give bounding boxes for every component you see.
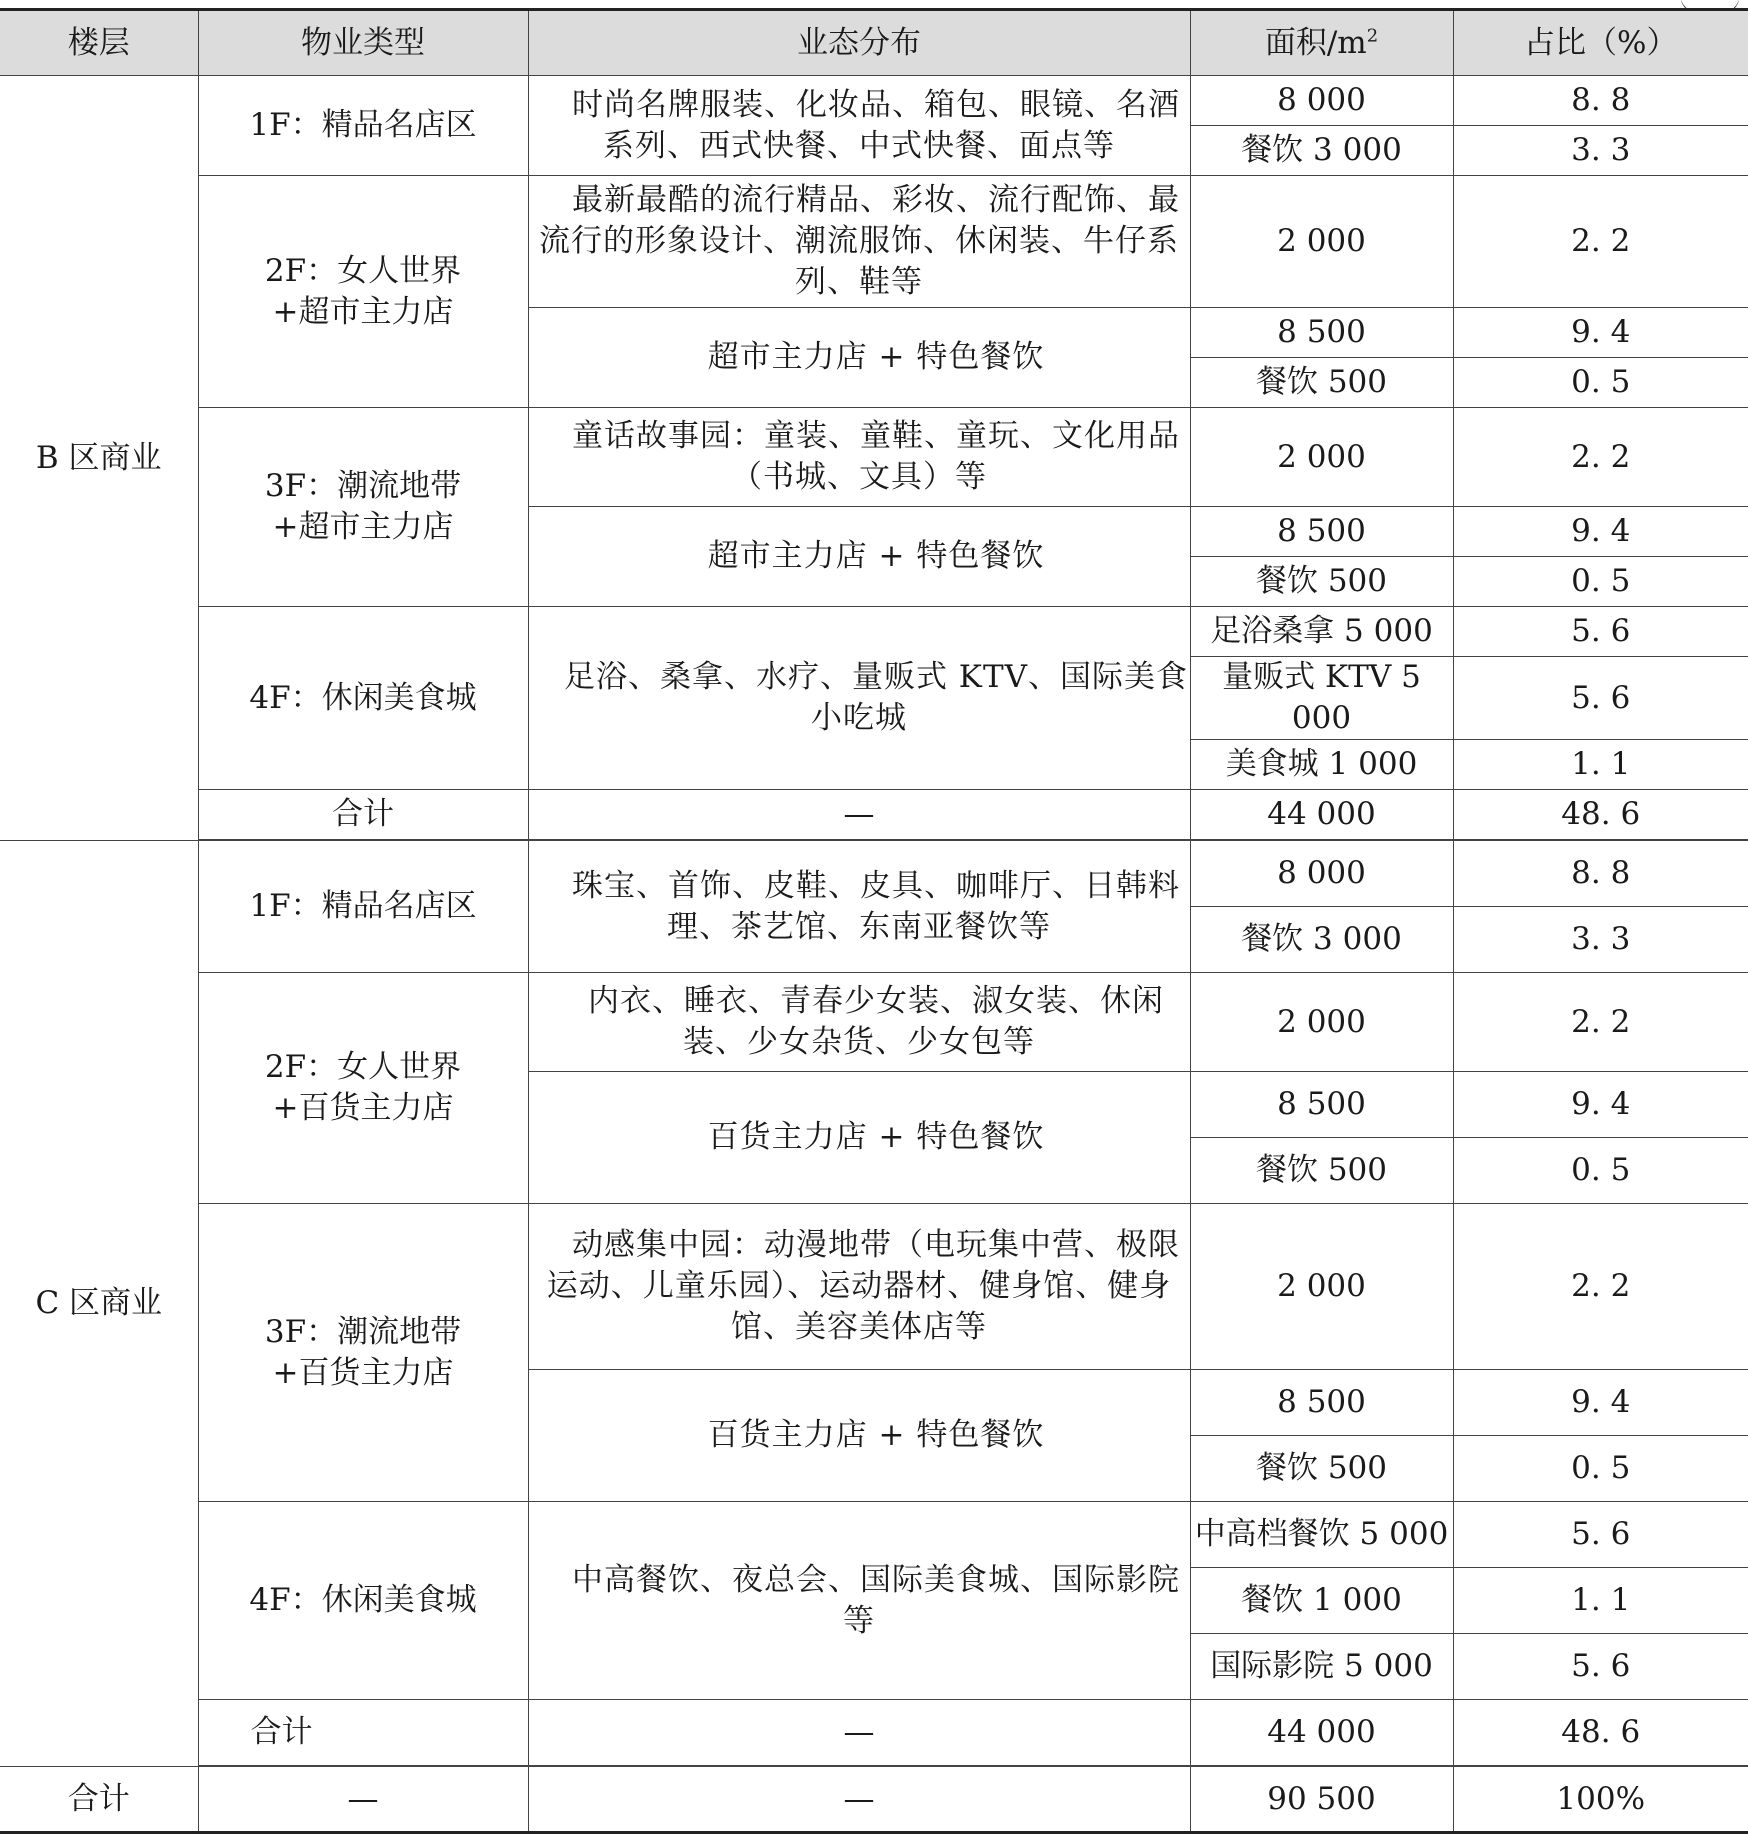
area-cell: 足浴桑拿 5 000: [1190, 607, 1453, 657]
zone-c-2f-format-a: [528, 973, 1190, 1072]
zone-b-4f-type: 4F：休闲美食城: [198, 607, 528, 790]
area-cell: 美食城 1 000: [1190, 740, 1453, 790]
ratio-cell: 0. 5: [1453, 358, 1748, 408]
area-cell: 2 000: [1190, 176, 1453, 308]
zone-b-total-area: 44 000: [1190, 790, 1453, 840]
ratio-cell: 1. 1: [1453, 740, 1748, 790]
ratio-cell: 9. 4: [1453, 308, 1748, 358]
table-row: [0, 607, 1748, 657]
area-cell: 餐饮 500: [1190, 557, 1453, 607]
grand-total-type: —: [198, 1767, 528, 1833]
zone-c-1f-format: [528, 841, 1190, 973]
area-cell: 餐饮 3 000: [1190, 907, 1453, 973]
zone-b-label: B 区商业: [0, 76, 198, 841]
zone-c-total-format: —: [528, 1700, 1190, 1766]
area-cell: 量贩式 KTV 5 000: [1190, 657, 1453, 740]
area-cell: 餐饮 1 000: [1190, 1568, 1453, 1634]
type-line: 2F：女人世界: [264, 1049, 462, 1085]
ratio-cell: 0. 5: [1453, 1436, 1748, 1502]
ratio-cell: 5. 6: [1453, 1634, 1748, 1700]
type-line: 2F：女人世界: [264, 252, 462, 289]
zone-b-total-label: 合计: [198, 790, 528, 840]
zone-c-total-ratio: 48. 6: [1453, 1700, 1748, 1766]
zone-c-4f-type: 4F：休闲美食城: [198, 1502, 528, 1700]
ratio-cell: 8. 8: [1453, 841, 1748, 907]
zone-b-2f-format-b-text: 超市主力店 + 特色餐饮: [707, 339, 1045, 375]
zone-c-1f-type: 1F：精品名店区: [198, 841, 528, 973]
table-row: [0, 973, 1748, 1072]
table-row: [0, 841, 1748, 907]
header-format-distribution: 业态分布: [528, 10, 1190, 76]
zone-b-3f-format-a: [528, 408, 1190, 507]
header-area-superscript: 2: [1366, 25, 1379, 47]
ratio-cell: 2. 2: [1453, 973, 1748, 1072]
area-cell: 国际影院 5 000: [1190, 1634, 1453, 1700]
commercial-format-table: [0, 8, 1748, 1834]
grand-total-area: 90 500: [1190, 1767, 1453, 1833]
zone-c-2f-type: [198, 973, 528, 1204]
zone-b-1f-format-text: 时尚名牌服装、化妆品、箱包、眼镜、名酒系列、西式快餐、中式快餐、面点等: [572, 86, 1180, 164]
zone-b-total-row: [0, 790, 1748, 840]
header-floor: 楼层: [0, 10, 198, 76]
area-cell: 餐饮 500: [1190, 1138, 1453, 1204]
ratio-cell: 2. 2: [1453, 176, 1748, 308]
area-cell: 8 500: [1190, 507, 1453, 557]
zone-c-total-label: 合计: [198, 1700, 528, 1766]
ratio-cell: 5. 6: [1453, 657, 1748, 740]
grand-total-label: 合计: [0, 1767, 198, 1833]
zone-b-4f-format-text: 足浴、桑拿、水疗、量贩式 KTV、国际美食小吃城: [563, 659, 1189, 736]
header-property-type: 物业类型: [198, 10, 528, 76]
zone-c-total-row: [0, 1700, 1748, 1766]
ratio-cell: 3. 3: [1453, 907, 1748, 973]
zone-c-4f-format-text: 中高餐饮、夜总会、国际美食城、国际影院等: [572, 1561, 1180, 1639]
zone-c-2f-format-b: [528, 1072, 1190, 1204]
ratio-cell: 1. 1: [1453, 1568, 1748, 1634]
table-row: [0, 1204, 1748, 1370]
area-cell: 8 500: [1190, 1370, 1453, 1436]
area-cell: 8 000: [1190, 841, 1453, 907]
type-line: 3F：潮流地带: [264, 468, 462, 504]
zone-c-3f-format-b: [528, 1370, 1190, 1502]
zone-c-total-area: 44 000: [1190, 1700, 1453, 1766]
zone-c-label: C 区商业: [0, 841, 198, 1767]
area-cell: 8 000: [1190, 76, 1453, 126]
ratio-cell: 2. 2: [1453, 1204, 1748, 1370]
zone-c-1f-format-text: 珠宝、首饰、皮鞋、皮具、咖啡厅、日韩料理、茶艺馆、东南亚餐饮等: [572, 867, 1180, 945]
zone-b-3f-format-b-text: 超市主力店 + 特色餐饮: [707, 538, 1045, 574]
ratio-cell: 9. 4: [1453, 507, 1748, 557]
area-cell: 餐饮 500: [1190, 358, 1453, 408]
header-ratio: 占比（%）: [1453, 10, 1748, 76]
header-area: [1190, 10, 1453, 76]
table-row: [0, 76, 1748, 126]
ratio-cell: 3. 3: [1453, 126, 1748, 176]
zone-c-2f-format-b-text: 百货主力店 + 特色餐饮: [707, 1119, 1045, 1155]
zone-b-1f-type: 1F：精品名店区: [198, 76, 528, 176]
grand-total-format: —: [528, 1767, 1190, 1833]
zone-b-total-format: —: [528, 790, 1190, 840]
area-cell: 2 000: [1190, 973, 1453, 1072]
ratio-cell: 9. 4: [1453, 1370, 1748, 1436]
ratio-cell: 9. 4: [1453, 1072, 1748, 1138]
zone-c-3f-format-a-text: 动感集中园：动漫地带（电玩集中营、极限运动、儿童乐园）、运动器材、健身馆、健身馆、美容美体店等: [546, 1227, 1180, 1345]
zone-b-2f-format-a: [528, 176, 1190, 308]
type-line: +百货主力店: [272, 1354, 454, 1391]
type-line: +超市主力店: [272, 509, 454, 545]
ratio-cell: 8. 8: [1453, 76, 1748, 126]
area-cell: 8 500: [1190, 308, 1453, 358]
zone-b-4f-format: [528, 607, 1190, 790]
area-cell: 中高档餐饮 5 000: [1190, 1502, 1453, 1568]
table-row: [0, 1502, 1748, 1568]
ratio-cell: 0. 5: [1453, 557, 1748, 607]
table-header-row: [0, 10, 1748, 76]
area-cell: 餐饮 500: [1190, 1436, 1453, 1502]
zone-b-2f-format-b: [528, 308, 1190, 408]
area-cell: 餐饮 3 000: [1190, 126, 1453, 176]
grand-total-row: [0, 1767, 1748, 1833]
type-line: 3F：潮流地带: [264, 1313, 462, 1350]
ratio-cell: 5. 6: [1453, 1502, 1748, 1568]
zone-c-3f-format-b-text: 百货主力店 + 特色餐饮: [707, 1417, 1045, 1453]
area-cell: 2 000: [1190, 1204, 1453, 1370]
zone-b-3f-format-b: [528, 507, 1190, 607]
zone-c-4f-format: [528, 1502, 1190, 1700]
grand-total-ratio: 100%: [1453, 1767, 1748, 1833]
ratio-cell: 5. 6: [1453, 607, 1748, 657]
zone-c-3f-type: [198, 1204, 528, 1502]
zone-b-3f-type: [198, 408, 528, 607]
zone-b-3f-format-a-text: 童话故事园：童装、童鞋、童玩、文化用品（书城、文具）等: [572, 418, 1180, 495]
zone-c-2f-format-a-text: 内衣、睡衣、青春少女装、淑女装、休闲装、少女杂货、少女包等: [588, 983, 1164, 1060]
area-cell: 2 000: [1190, 408, 1453, 507]
zone-c-3f-format-a: [528, 1204, 1190, 1370]
zone-b-2f-format-a-text: 最新最酷的流行精品、彩妆、流行配饰、最流行的形象设计、潮流服饰、休闲装、牛仔系列、鞋等: [539, 182, 1180, 300]
table-row: [0, 176, 1748, 308]
ratio-cell: 2. 2: [1453, 408, 1748, 507]
ratio-cell: 0. 5: [1453, 1138, 1748, 1204]
type-line: +超市主力店: [272, 293, 454, 330]
zone-b-1f-format: [528, 76, 1190, 176]
zone-b-2f-type: [198, 176, 528, 408]
area-cell: 8 500: [1190, 1072, 1453, 1138]
type-line: +百货主力店: [272, 1090, 454, 1126]
table-row: [0, 408, 1748, 507]
zone-b-total-ratio: 48. 6: [1453, 790, 1748, 840]
header-area-label: 面积/m: [1264, 24, 1367, 61]
